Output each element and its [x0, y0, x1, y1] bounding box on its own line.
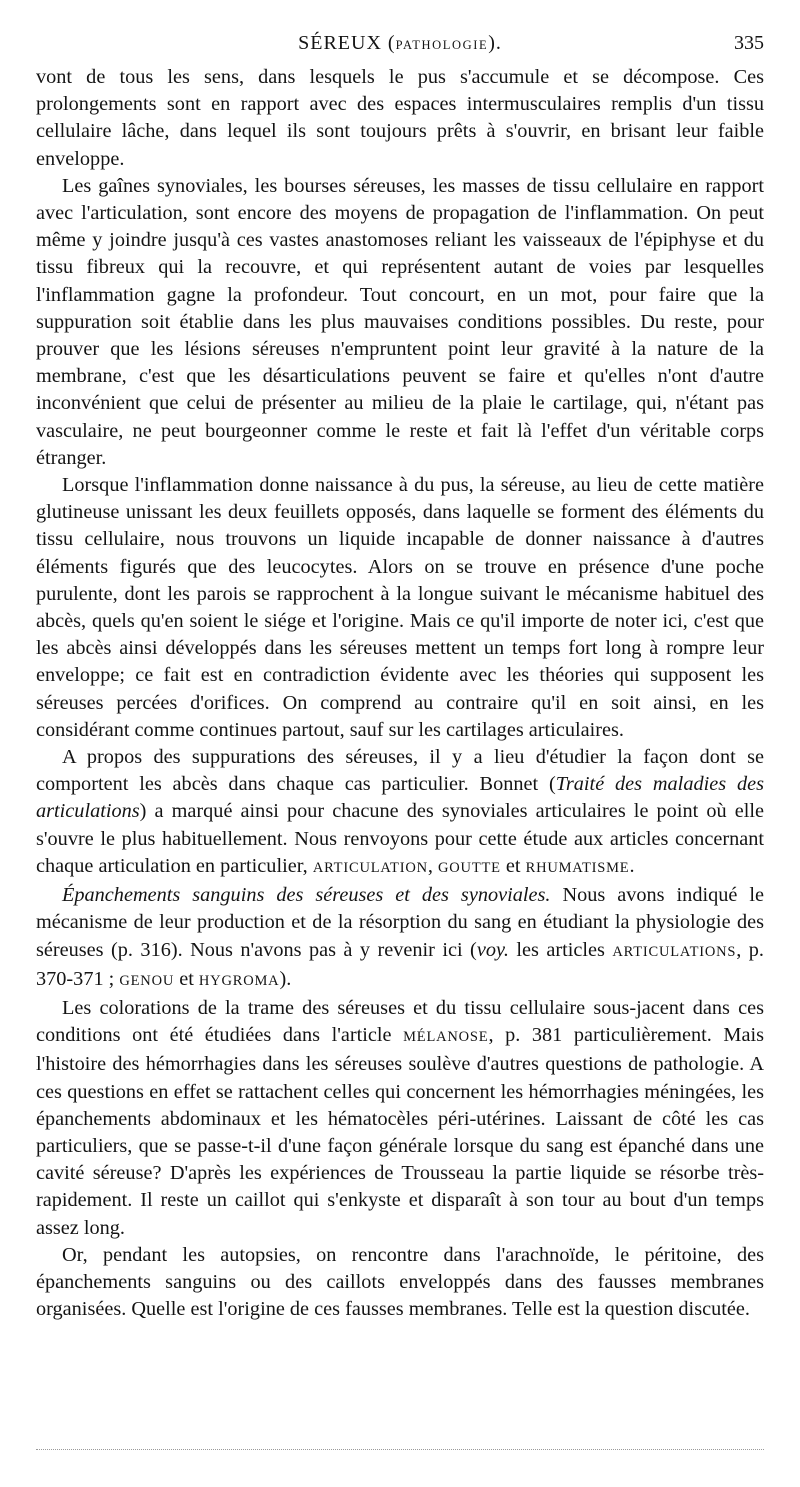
p4-text-5: .: [629, 854, 635, 877]
p5-ref-articulations: ARTICULATIONS: [612, 943, 737, 960]
footer-rule: [36, 1449, 764, 1450]
p6-text-1: Les colorations de la trame des séreuses et du tissu cellulaire sous-jacent dans ces conditions ont été étudiées dans l'article: [36, 996, 764, 1047]
p4-text-1: A propos des suppurations des séreuses, il y a lieu d'étudier la façon dont se comportent les abcès dans chaque cas particulier. Bonnet (: [36, 746, 764, 796]
p4-text-4: et: [500, 854, 526, 877]
running-title-main: SÉREUX: [298, 32, 382, 54]
running-title-open: (: [387, 32, 396, 54]
p5-text-1: Nous avons indiqué le mécanisme de leur production et de la résorption du sang en étudiant la physiologie des séreuses (p. 316). Nous n'avons pas à y revenir ici (: [36, 884, 764, 961]
paragraph-3: Lorsque l'inflammation donne naissance à du pus, la séreuse, au lieu de cette matière glutineuse unissant les deux feuillets opposés, dans laquelle se forment des éléments du tissu cellulaire, nous trouvons un liquide incapable de donner naissance à d'autres éléments figurés que des leucocytes. Alors on se trouve en présence d'une poche purulente, dont les parois se rapprochent à la longue suivant le mécanisme habituel des abcès, quels qu'en soient le siége et l'origine. Mais ce qu'il importe de noter ici, c'est que les abcès ainsi développés dans les séreuses mettent un temps fort long à rompre leur enveloppe; ce fait est en contradiction évidente avec les théories qui supposent les séreuses percées d'orifices. On comprend au contraire qu'il en soit ainsi, en les considérant comme continues partout, sauf sur les cartilages articulaires.: [36, 474, 764, 741]
p4-ref-rhumatisme: RHUMATISME: [525, 859, 630, 876]
paragraph-1: vont de tous les sens, dans lesquels le pus s'accumule et se décompose. Ces prolongements sont en rapport avec des espaces intermusculaires remplis d'un tissu cellulaire lâche, dans lequel ils sont toujours prêts à s'ouvrir, en brisant leur faible enveloppe.: [36, 66, 764, 170]
running-title-close: ).: [488, 32, 502, 54]
p5-text-2: les articles: [508, 938, 613, 961]
p5-ref-genou: GENOU: [119, 972, 175, 989]
running-header: [36, 32, 764, 60]
p5-ref-hygroma: HYGROMA: [198, 972, 280, 989]
p6-ref-melanose: MÉLANOSE: [403, 1029, 489, 1046]
p5-section-heading: Épanchements sanguins des séreuses et des synoviales.: [62, 884, 551, 907]
page-number: 335: [734, 32, 764, 54]
p4-ref-articulation: ARTICULATION: [312, 859, 428, 876]
running-title: [36, 32, 764, 55]
paragraph-7: Or, pendant les autopsies, on rencontre dans l'arachnoïde, le péritoine, des épanchements sanguins ou des caillots enveloppés dans des fausses membranes organisées. Quelle est l'origine de ces fausses membranes. Telle est la question discutée.: [36, 1243, 764, 1321]
p6-text-2: , p. 381 particulièrement. Mais l'histoire des hémorrhagies dans les séreuses soulève d'autres questions de pathologie. A ces questions en effet se rattachent celles qui concernent les hémorrhagies méningées, les épanchements abdominaux et les hématocèles péri-utérines. Laissant de côté les cas particuliers, que se passe-t-il d'une façon générale lorsque du sang est épanché dans une cavité séreuse? D'après les expériences de Trousseau la partie liquide se résorbe très-rapidement. Il reste un caillot qui s'enkyste et disparaît à son tour au bout d'un temps assez long.: [36, 1024, 764, 1239]
text-body: [36, 64, 764, 1323]
running-title-sub: PATHOLOGIE: [395, 38, 489, 52]
paragraph-2: Les gaînes synoviales, les bourses séreuses, les masses de tissu cellulaire en rapport avec l'articulation, sont encore des moyens de propagation de l'inflammation. On peut même y joindre jusqu'à ces vastes anastomoses reliant les vaisseaux de l'épiphyse et du tissu fibreux qui la recouvre, et qui représentent autant de voies par lesquelles l'inflammation gagne la profondeur. Tout concourt, en un mot, pour faire que la suppuration soit établie dans les plus mauvaises conditions possibles. Du reste, pour prouver que les lésions séreuses n'empruntent point leur gravité à la nature de la membrane, c'est que les désarticulations peuvent se faire et qu'elles n'ont d'autre inconvénient que celui de présenter au milieu de la plaie le cartilage, qui, n'étant pas vasculaire, ne peut bourgeonner comme le reste et fait là l'effet d'un véritable corps étranger.: [36, 174, 764, 469]
p4-ref-goutte: GOUTTE: [438, 859, 501, 876]
p5-italic-voy: voy.: [476, 938, 509, 961]
paragraph-6: [36, 995, 764, 1242]
p5-text-5: ).: [279, 967, 292, 990]
p5-text-3: , p. 370-371 ;: [36, 938, 764, 990]
paragraph-5: [36, 882, 764, 995]
paragraph-4: [36, 744, 764, 882]
p4-text-3: ,: [427, 854, 439, 877]
p5-text-4: et: [174, 967, 199, 990]
p4-italic-title: Traité des maladies des articulations: [36, 773, 765, 823]
p4-text-2: ) a marqué ainsi pour chacune des synoviales articulaires le point où elle s'ouvre le plus habituellement. Nous renvoyons pour cette étude aux articles concernant chaque articulation en particulier,: [36, 800, 764, 877]
